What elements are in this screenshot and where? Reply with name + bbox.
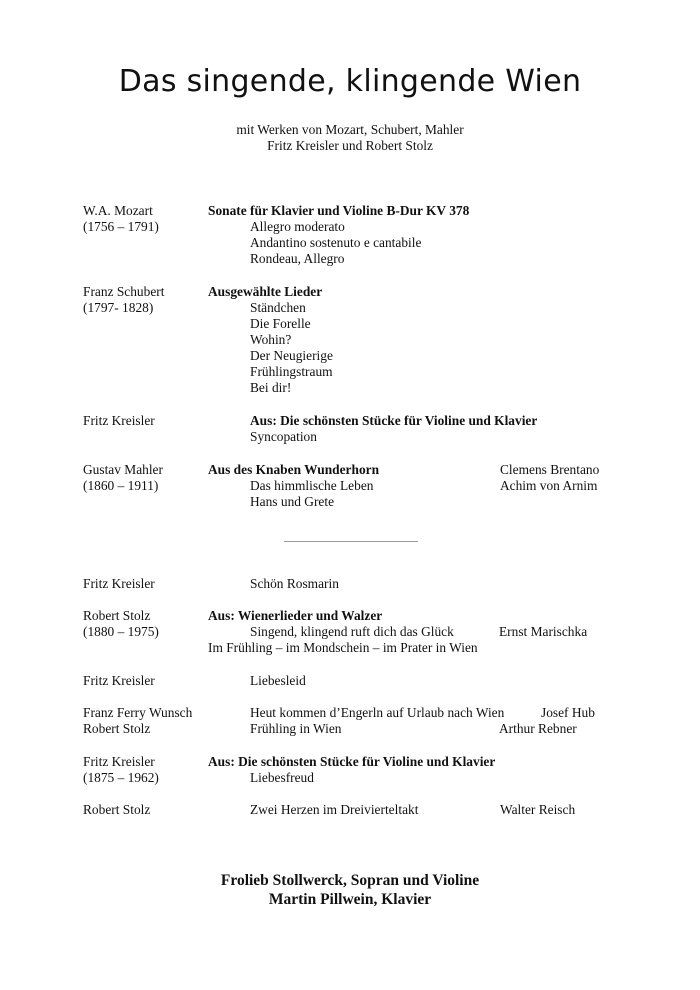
song-title: Frühlingstraum — [250, 364, 333, 379]
piece-title: Zwei Herzen im Dreivierteltakt — [250, 802, 419, 817]
song-title: Ständchen — [250, 300, 306, 315]
song-title: Im Frühling – im Mondschein – im Prater in Wien — [208, 640, 478, 655]
piece-title: Syncopation — [250, 429, 317, 444]
composer-dates: (1860 – 1911) — [83, 478, 159, 493]
lyricist-name: Josef Hub — [541, 705, 595, 720]
composer-name: W.A. Mozart — [83, 203, 153, 218]
song-title: Wohin? — [250, 332, 292, 347]
composer-name: Robert Stolz — [83, 802, 151, 817]
composer-name: Franz Ferry Wunsch — [83, 705, 193, 720]
poet-name: Achim von Arnim — [500, 478, 598, 493]
composer-name: Robert Stolz — [83, 608, 151, 623]
composer-name: Robert Stolz — [83, 721, 151, 736]
composer-dates: (1875 – 1962) — [83, 770, 159, 785]
performer-piano: Martin Pillwein, Klavier — [268, 891, 432, 908]
piece-title: Schön Rosmarin — [250, 576, 339, 591]
performer-soprano-violin: Frolieb Stollwerck, Sopran und Violine — [220, 872, 480, 889]
lyricist-name: Ernst Marischka — [499, 624, 588, 639]
piece-title: Liebesfreud — [250, 770, 314, 785]
piece-title: Heut kommen d’Engerln auf Urlaub nach Wien — [250, 705, 505, 720]
song-title: Singend, klingend ruft dich das Glück — [250, 624, 454, 639]
composer-name: Fritz Kreisler — [83, 754, 155, 769]
work-title: Sonate für Klavier und Violine B-Dur KV 378 — [208, 203, 470, 218]
work-title: Aus des Knaben Wunderhorn — [208, 462, 380, 477]
movement: Rondeau, Allegro — [250, 251, 345, 266]
work-title: Aus: Die schönsten Stücke für Violine und Klavier — [208, 754, 496, 769]
composer-name: Fritz Kreisler — [83, 576, 155, 591]
composer-name: Fritz Kreisler — [83, 673, 155, 688]
poet-name: Clemens Brentano — [500, 462, 600, 477]
movement: Allegro moderato — [250, 219, 345, 234]
page-title: Das singende, klingende Wien — [118, 64, 582, 99]
composer-dates: (1756 – 1791) — [83, 219, 159, 234]
song-title: Die Forelle — [250, 316, 311, 331]
song-title: Der Neugierige — [250, 348, 333, 363]
composer-name: Gustav Mahler — [83, 462, 163, 477]
work-title: Aus: Die schönsten Stücke für Violine und Klavier — [250, 413, 538, 428]
lyricist-name: Arthur Rebner — [499, 721, 577, 736]
piece-title: Liebesleid — [250, 673, 306, 688]
intermission-divider — [284, 541, 418, 542]
lyricist-name: Walter Reisch — [500, 802, 576, 817]
composer-name: Fritz Kreisler — [83, 413, 155, 428]
composer-name: Franz Schubert — [83, 284, 165, 299]
song-title: Bei dir! — [250, 380, 292, 395]
movement: Andantino sostenuto e cantabile — [250, 235, 422, 250]
work-title: Ausgewählte Lieder — [208, 284, 323, 299]
composer-dates: (1797- 1828) — [83, 300, 154, 315]
piece-title: Frühling in Wien — [250, 721, 342, 736]
subtitle-line-2: Fritz Kreisler und Robert Stolz — [267, 138, 433, 153]
composer-dates: (1880 – 1975) — [83, 624, 159, 639]
work-title: Aus: Wienerlieder und Walzer — [208, 608, 383, 623]
subtitle-line-1: mit Werken von Mozart, Schubert, Mahler — [236, 122, 464, 137]
song-title: Hans und Grete — [250, 494, 335, 509]
song-title: Das himmlische Leben — [250, 478, 374, 493]
